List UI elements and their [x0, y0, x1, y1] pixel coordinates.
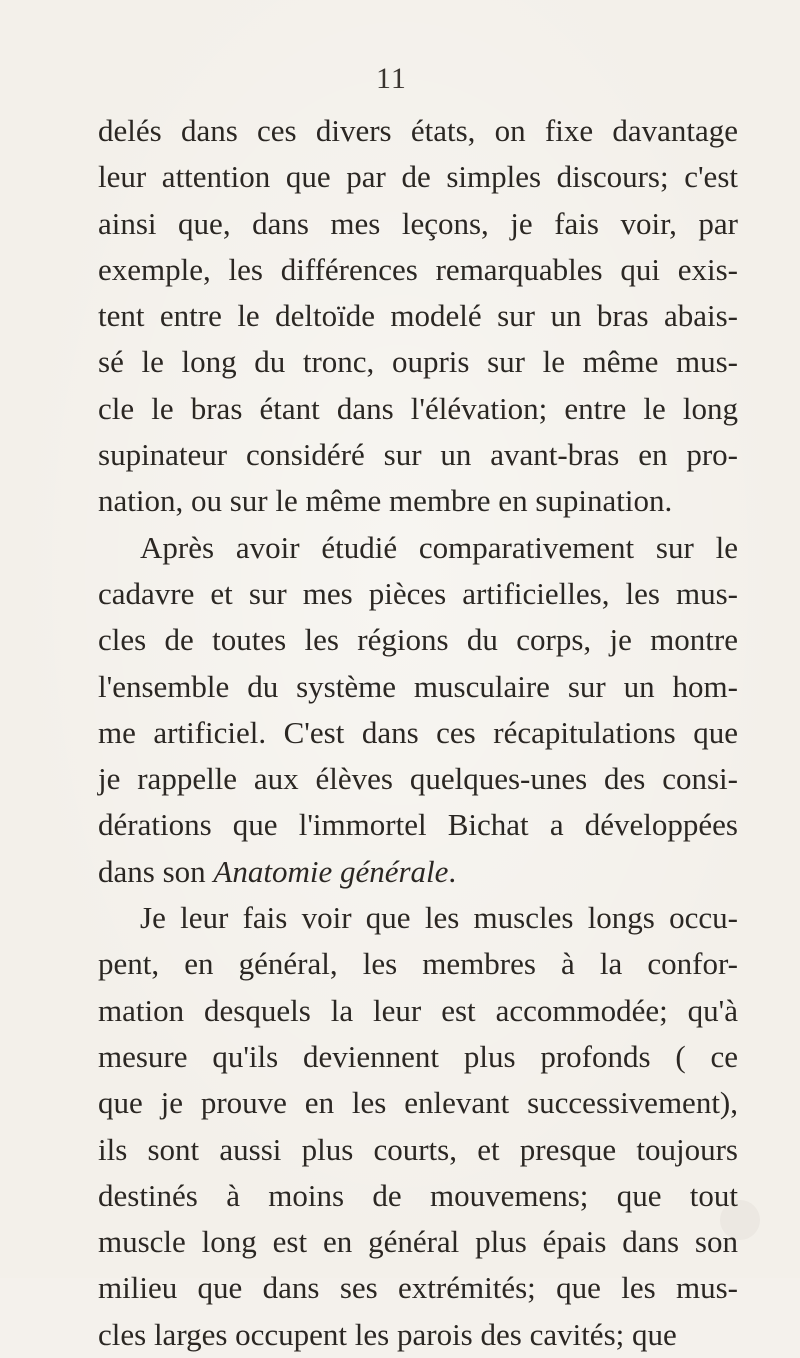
- text-line: je rappelle aux élèves quelques-unes des consi-: [98, 761, 738, 797]
- text-line: sé le long du tronc, oupris sur le même mus-: [98, 344, 738, 380]
- text-line: me artificiel. C'est dans ces récapitulations que: [98, 714, 738, 750]
- text-line: exemple, les différences remarquables qui exis-: [98, 251, 738, 287]
- text-line: tent entre le deltoïde modelé sur un bras abais-: [98, 298, 738, 334]
- text-fragment: dans son: [98, 853, 214, 889]
- body-text: [98, 108, 738, 1358]
- text-line: milieu que dans ses extrémités; que les mus-: [98, 1270, 738, 1306]
- text-line: pent, en général, les membres à la confor-: [98, 946, 738, 982]
- text-line: cle le bras étant dans l'élévation; entre le long: [98, 390, 738, 426]
- text-line: cles larges occupent les parois des cavités; que: [98, 1316, 677, 1352]
- text-line: [98, 849, 738, 895]
- text-line: cles de toutes les régions du corps, je montre: [98, 622, 738, 658]
- text-fragment: .: [448, 853, 457, 889]
- text-line: cadavre et sur mes pièces artificielles, les mus-: [98, 575, 738, 611]
- paper-stain: [720, 1200, 760, 1240]
- book-title: Anatomie générale: [213, 853, 449, 889]
- text-line: leur attention que par de simples discours; c'est: [98, 159, 738, 195]
- page-number: 11: [376, 62, 407, 95]
- text-line: mesure qu'ils deviennent plus profonds ( ce: [98, 1038, 738, 1074]
- text-line: dérations que l'immortel Bichat a développées: [98, 807, 738, 843]
- text-line: nation, ou sur le même membre en supination.: [98, 483, 673, 519]
- text-line: ils sont aussi plus courts, et presque toujours: [98, 1131, 738, 1167]
- text-line: Je leur fais voir que les muscles longs occu-: [140, 900, 738, 936]
- text-line: mation desquels la leur est accommodée; qu'à: [98, 992, 738, 1028]
- text-line: Après avoir étudié comparativement sur le: [140, 529, 738, 565]
- text-line: destinés à moins de mouvemens; que tout: [98, 1177, 738, 1213]
- text-line: l'ensemble du système musculaire sur un hom-: [98, 668, 738, 704]
- text-line: que je prouve en les enlevant successivement),: [98, 1085, 738, 1121]
- text-line: supinateur considéré sur un avant-bras en pro-: [98, 437, 738, 473]
- text-line: delés dans ces divers états, on fixe davantage: [98, 113, 738, 148]
- text-line: muscle long est en général plus épais dans son: [98, 1224, 738, 1260]
- text-line: ainsi que, dans mes leçons, je fais voir, par: [98, 205, 738, 241]
